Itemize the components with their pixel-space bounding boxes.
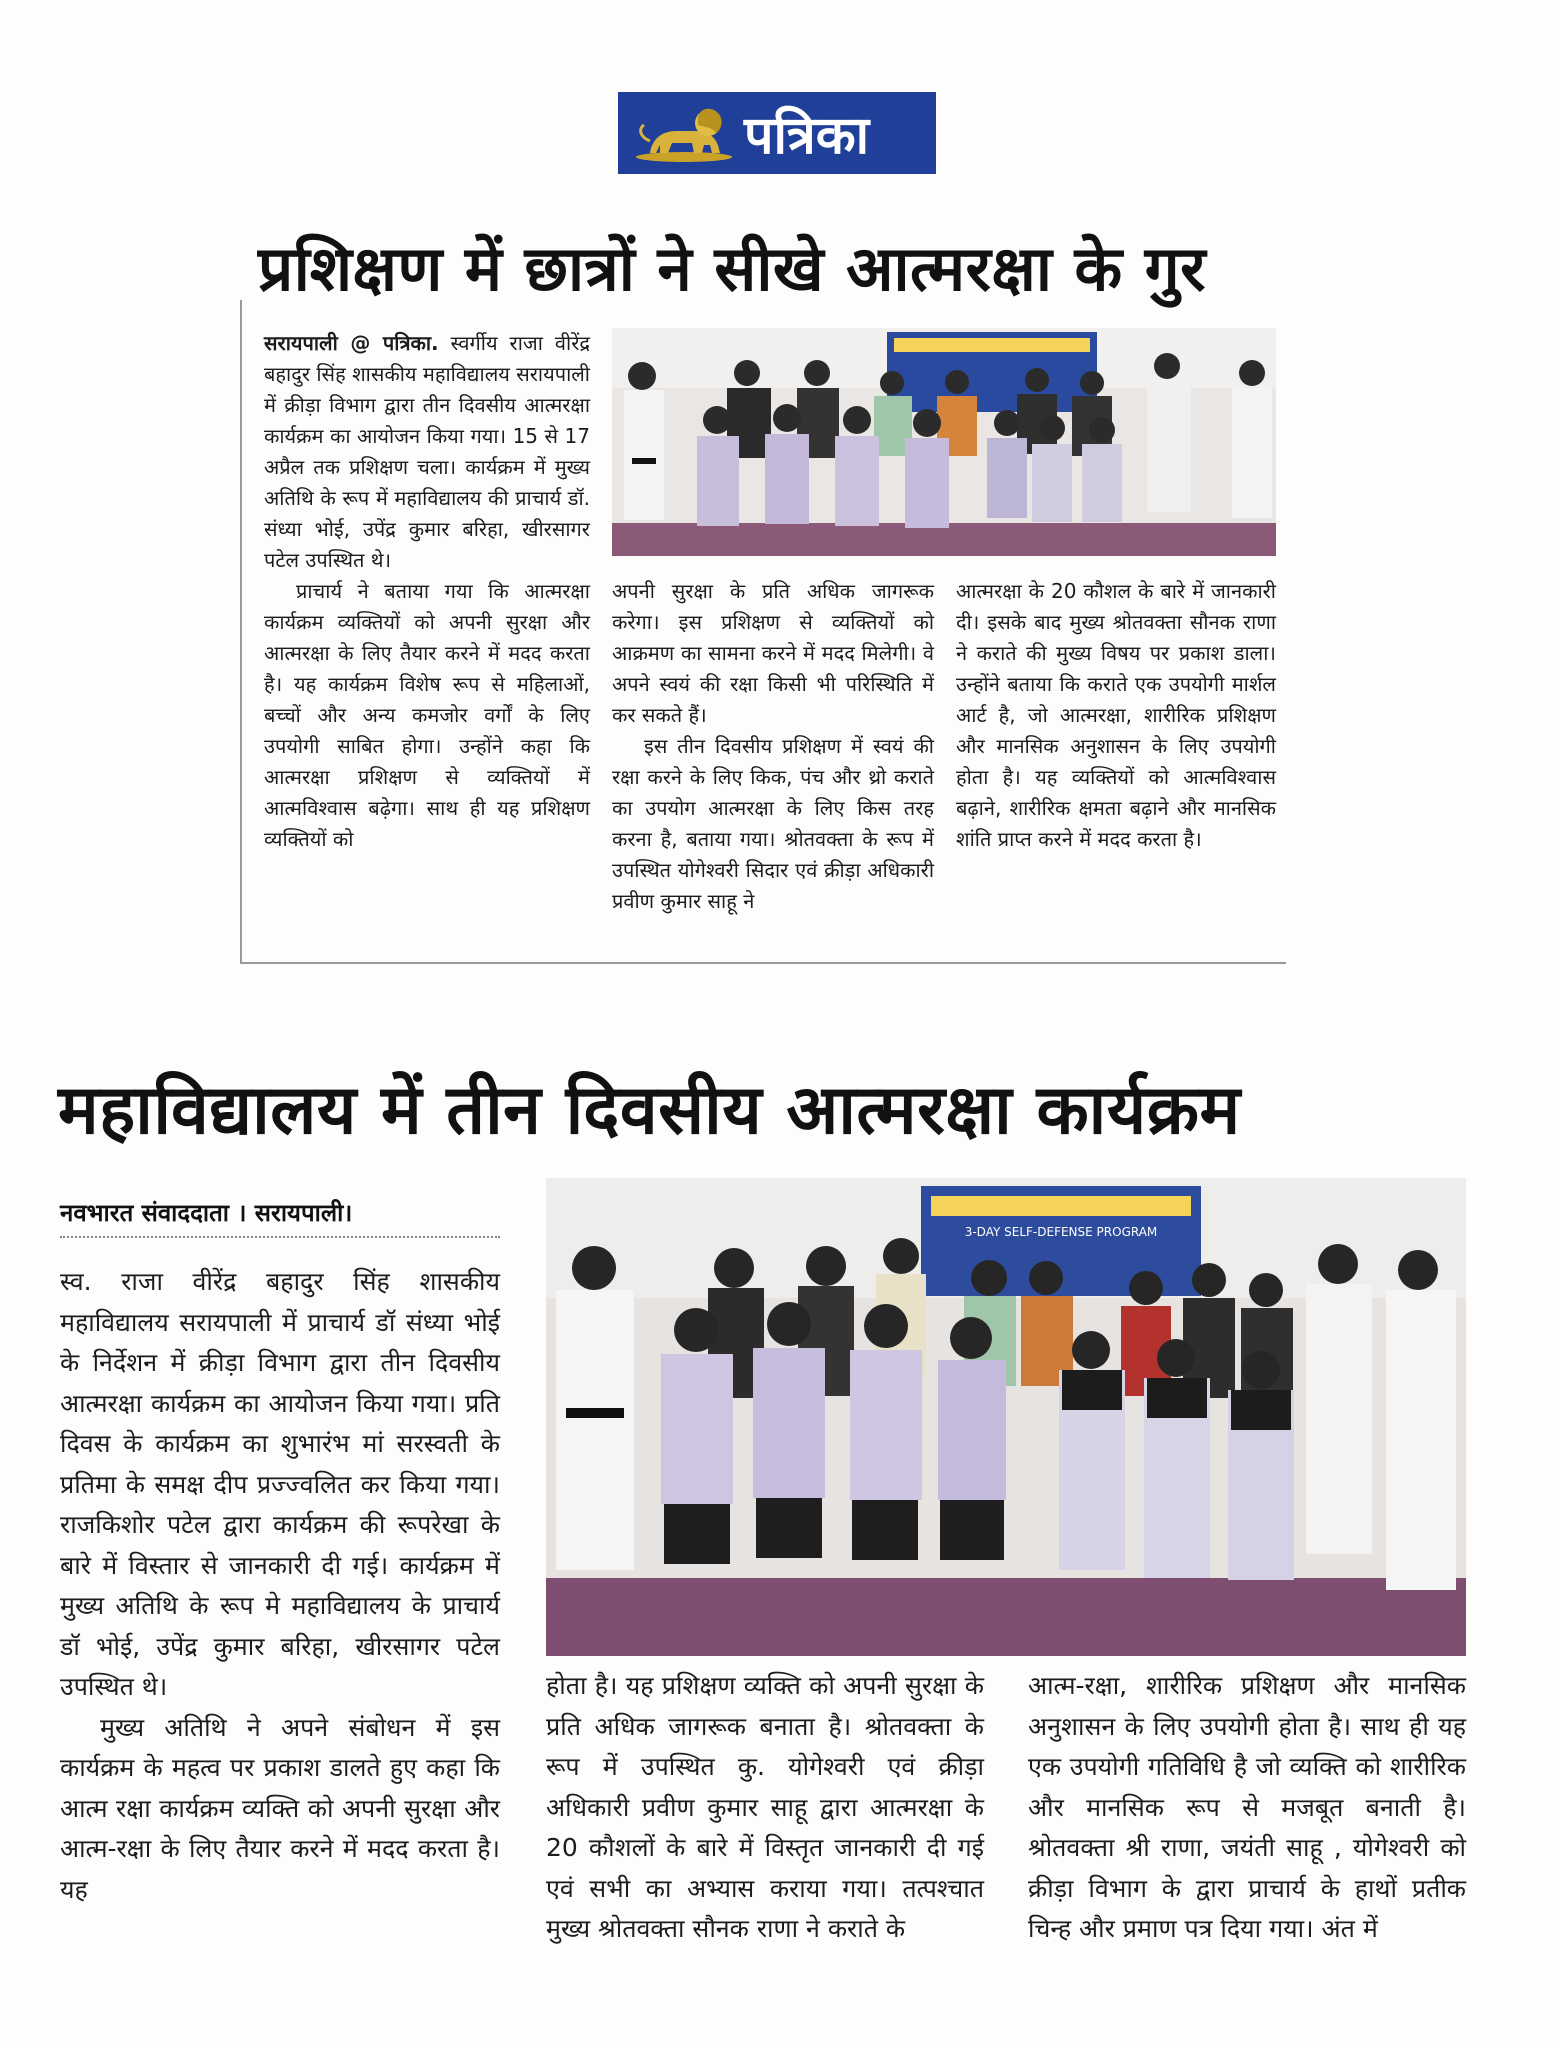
byline-divider <box>60 1236 500 1238</box>
article1-paragraph: आत्मरक्षा के 20 कौशल के बारे में जानकारी दी। इसके बाद मुख्य श्रोतवक्ता सौनक राणा ने कराते की मुख्य विषय पर प्रकाश डाला। उन्होंने बताया कि कराते एक उपयोगी मार्शल आर्ट है, जो आत्मरक्षा, शारीरिक प्रशिक्षण और मानसिक अनुशासन के लिए उपयोगी होता है। यह व्यक्तियों को आत्मविश्वास बढ़ाने, शारीरिक क्षमता बढ़ाने और मानसिक शांति प्राप्त करने में मदद करता है। <box>956 579 1276 851</box>
article1-paragraph: अपनी सुरक्षा के प्रति अधिक जागरूक करेगा। इस प्रशिक्षण से व्यक्तियों को आक्रमण का सामना करने में मदद मिलेगी। वे अपने स्वयं की रक्षा किसी भी परिस्थिति में कर सकते हैं। <box>612 579 934 727</box>
article1-bottom-rule <box>240 962 1286 964</box>
article1-paragraph: प्राचार्य ने बताया गया कि आत्मरक्षा कार्यक्रम व्यक्तियों को अपनी सुरक्षा और आत्मरक्षा के लिए तैयार करने में मदद करता है। यह कार्यक्रम विशेष रूप से महिलाओं, बच्चों और अन्य कमजोर वर्गों के लिए उपयोगी साबित होगा। उन्होंने कहा कि आत्मरक्षा प्रशिक्षण से व्यक्तियों में आत्मविश्वास बढ़ेगा। साथ ही यह प्रशिक्षण व्यक्तियों को <box>264 579 590 851</box>
article1-headline: प्रशिक्षण में छात्रों ने सीखे आत्मरक्षा के गुर <box>258 232 1206 305</box>
article2-paragraph: आत्म-रक्षा, शारीरिक प्रशिक्षण और मानसिक अनुशासन के लिए उपयोगी होता है। साथ ही यह एक उपयोगी गतिविधि है जो व्यक्ति को शारीरिक और मानसिक रूप से मजबूत बनाती है। श्रोतवक्ता श्री राणा, जयंती साहू , योगेश्वरी को क्रीड़ा विभाग के द्वारा प्राचार्य के हाथों प्रतीक चिन्ह और प्रमाण पत्र दिया गया। अंत में <box>1028 1671 1466 1943</box>
article2-column-3 <box>1028 1666 1466 1950</box>
article1-column-3 <box>956 576 1276 855</box>
article1-column-2 <box>612 576 934 917</box>
article2-paragraph: मुख्य अतिथि ने अपने संबोधन में इस कार्यक्रम के महत्व पर प्रकाश डालते हुए कहा कि आत्म रक्षा कार्यक्रम व्यक्ति को अपनी सुरक्षा और आत्म-रक्षा के लिए तैयार करने में मदद करता है। यह <box>60 1712 500 1904</box>
masthead-logo <box>618 92 936 174</box>
article1-group-photo <box>612 328 1276 556</box>
article2-group-photo <box>546 1178 1466 1656</box>
banner-text: 3-DAY SELF-DEFENSE PROGRAM <box>964 1225 1158 1239</box>
article2-column-2 <box>546 1666 984 1950</box>
article2-paragraph: होता है। यह प्रशिक्षण व्यक्ति को अपनी सुरक्षा के प्रति अधिक जागरूक बनाता है। श्रोतवक्ता के रूप में उपस्थित कु. योगेश्वरी एवं क्रीड़ा अधिकारी प्रवीण कुमार साहू द्वारा आत्मरक्षा के 20 कौशलों के बारे में विस्तृत जानकारी दी गई एवं सभी का अभ्यास कराया गया। तत्पश्चात मुख्य श्रोतवक्ता सौनक राणा ने कराते के <box>546 1671 984 1943</box>
article1-left-border <box>240 300 242 962</box>
article2-paragraph: स्व. राजा वीरेंद्र बहादुर सिंह शासकीय महाविद्यालय सरायपाली में प्राचार्य डॉ संध्या भोई के निर्देशन में क्रीड़ा विभाग द्वारा तीन दिवसीय आत्मरक्षा कार्यक्रम का आयोजन किया गया। प्रति दिवस के कार्यक्रम का शुभारंभ मां सरस्वती के प्रतिमा के समक्ष दीप प्रज्ज्वलित कर किया गया। राजकिशोर पटेल द्वारा कार्यक्रम की रूपरेखा के बारे में विस्तार से जानकारी दी गई। कार्यक्रम में मुख्य अतिथि के रूप मे महाविद्यालय के प्राचार्य डॉ भोई, उपेंद्र कुमार बरिहा, खीरसागर पटेल उपस्थित थे। <box>60 1267 500 1701</box>
lion-logo-icon <box>632 101 736 165</box>
article1-dateline: सरायपाली @ पत्रिका. <box>264 331 439 355</box>
article2-headline: महाविद्यालय में तीन दिवसीय आत्मरक्षा कार्यक्रम <box>58 1071 1241 1150</box>
article2-byline: नवभारत संवाददाता । सरायपाली। <box>60 1199 353 1227</box>
article2-column-1 <box>60 1262 500 1910</box>
article1-paragraph: इस तीन दिवसीय प्रशिक्षण में स्वयं की रक्षा करने के लिए किक, पंच और थ्रो कराते का उपयोग आत्मरक्षा के लिए किस तरह करना है, बताया गया। श्रोतवक्ता के रूप में उपस्थित योगेश्वरी सिदार एवं क्रीड़ा अधिकारी प्रवीण कुमार साहू ने <box>612 734 934 913</box>
article1-paragraph: स्वर्गीय राजा वीरेंद्र बहादुर सिंह शासकीय महाविद्यालय सरायपाली में क्रीड़ा विभाग द्वारा तीन दिवसीय आत्मरक्षा कार्यक्रम का आयोजन किया गया। 15 से 17 अप्रैल तक प्रशिक्षण चला। कार्यक्रम में मुख्य अतिथि के रूप में महाविद्यालय की प्राचार्य डॉ. संध्या भोई, उपेंद्र कुमार बरिहा, खीरसागर पटेल उपस्थित थे। <box>264 331 591 572</box>
article1-column-1 <box>264 328 590 855</box>
masthead-name: पत्रिका <box>744 105 870 166</box>
